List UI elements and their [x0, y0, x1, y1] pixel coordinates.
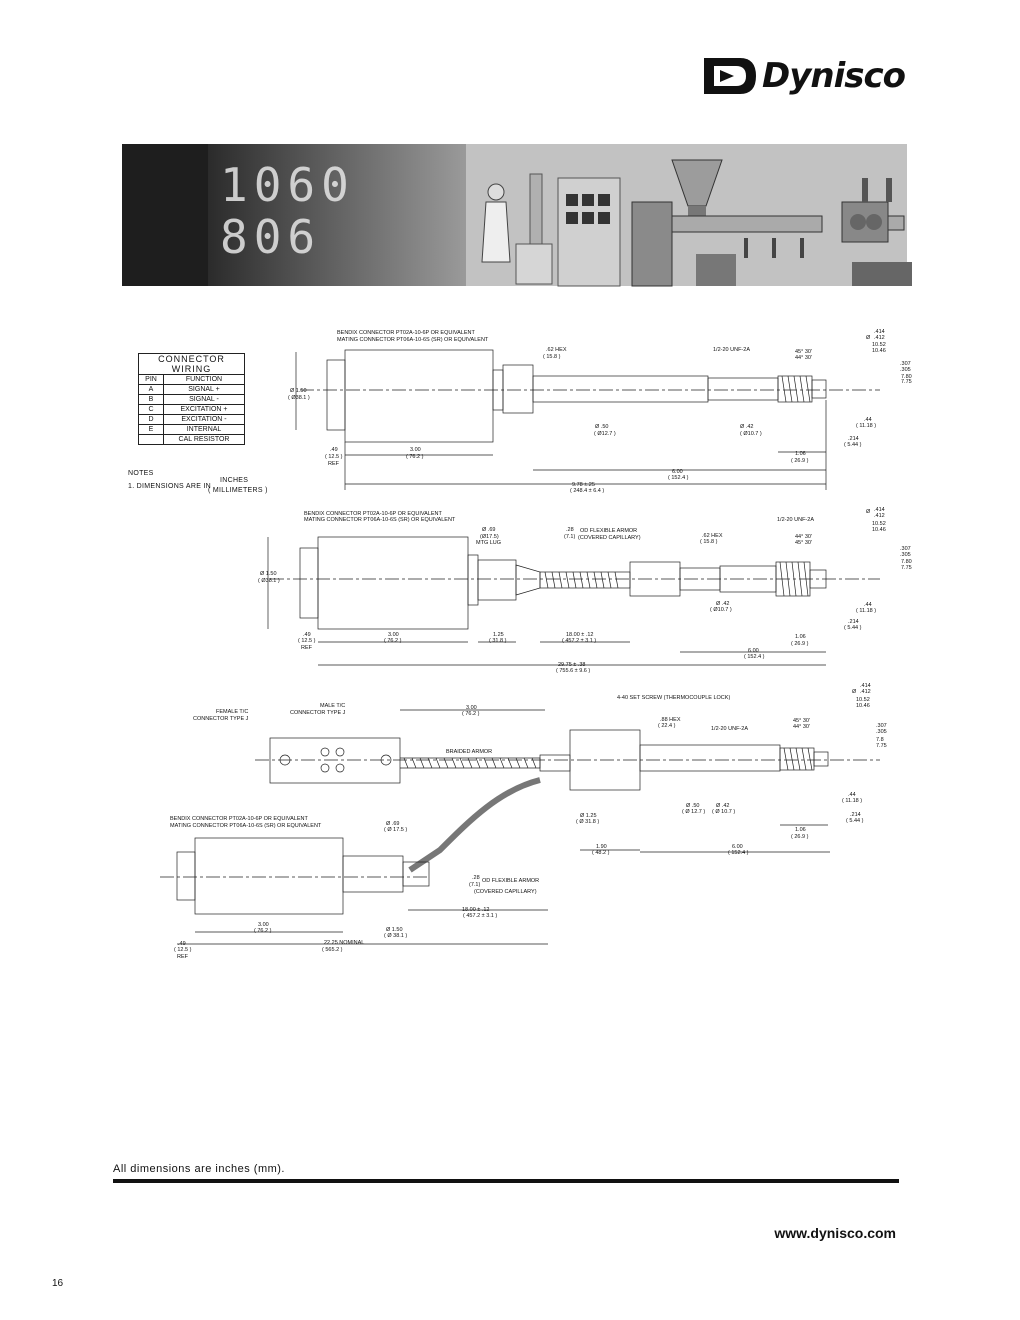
function-cell: INTERNAL: [164, 425, 245, 435]
label-tip-dia-1: Ø: [866, 335, 871, 341]
label-thread-1: 1/2-20 UNF-2A: [713, 347, 750, 353]
label-hex88-mm: ( 22.4 ): [658, 723, 676, 729]
label-len190-mm-3: ( 48.2 ): [592, 850, 610, 856]
label-dia-body-mm-1: ( Ø38.1 ): [288, 395, 310, 401]
label-len1800-2: 18.00 ± .12: [566, 632, 594, 638]
pin-cell: A: [139, 385, 164, 395]
label-d106-mm-3: ( 26.9 ): [791, 834, 809, 840]
label-tip1046-3: 10.46: [856, 703, 870, 709]
label-d214-3: .214: [850, 812, 861, 818]
label-d106-mm-1: ( 26.9 ): [791, 458, 809, 464]
label-connector-3: BENDIX CONNECTOR PT02A-10-6P OR EQUIVALENT: [170, 816, 308, 822]
label-ref49-mm-3: ( 12.5 ): [174, 947, 192, 953]
label-len300-mm-2: ( 76.2 ): [384, 638, 402, 644]
dimensions-note: All dimensions are inches (mm).: [113, 1163, 285, 1175]
pin-cell: C: [139, 405, 164, 415]
label-d214-mm-1: ( 5.44 ): [844, 442, 862, 448]
label-d106-mm-2: ( 26.9 ): [791, 641, 809, 647]
label-ref-3: REF: [177, 954, 188, 960]
label-tip412-1: .412: [874, 335, 885, 341]
label-tip414-1: .414: [874, 329, 885, 335]
function-cell: EXCITATION +: [164, 405, 245, 415]
pin-cell: D: [139, 415, 164, 425]
label-angle2-1: 44° 30': [795, 355, 813, 361]
label-len300-2: 3.00: [388, 632, 399, 638]
label-d214-1: .214: [848, 436, 859, 442]
label-len1800-3: 18.00 ± .12: [462, 907, 490, 913]
banner-digits-bottom: 806: [220, 210, 322, 264]
label-len300-mm-1: ( 76.2 ): [406, 454, 424, 460]
label-len600-mm-1: ( 152.4 ): [668, 475, 689, 481]
label-ref49-mm-1: ( 12.5 ): [325, 454, 343, 460]
label-len600-2: 6.00: [748, 648, 759, 654]
label-dia42-3: Ø .42: [716, 803, 730, 809]
label-d44-mm-1: ( 11.18 ): [856, 423, 877, 429]
label-len1800-mm-3: ( 457.2 ± 3.1 ): [463, 913, 498, 919]
dynisco-logo: [700, 52, 910, 104]
label-dia-42-1: Ø .42: [740, 424, 754, 430]
footer-rule: [113, 1179, 899, 1183]
label-d44-3: .44: [848, 792, 856, 798]
label-len2225-3: 22.25 NOMINAL: [324, 940, 365, 946]
label-dia69-mm-3: ( Ø 17.5 ): [384, 827, 408, 833]
label-ref-1: REF: [328, 461, 339, 467]
label-dia42-mm-3: ( Ø 10.7 ): [712, 809, 736, 815]
banner-image: [122, 144, 907, 286]
label-armor28-mm-3: (7.1): [469, 882, 481, 888]
label-hex-1: .62 HEX: [546, 347, 567, 353]
label-ref49-2: .49: [303, 632, 311, 638]
label-dia69-3: Ø .69: [386, 821, 400, 827]
table-header-function: FUNCTION: [164, 375, 245, 385]
label-tip307-2: .307: [900, 546, 911, 552]
label-hex-2: .62 HEX: [702, 533, 723, 539]
brand-name: Dynisco: [762, 56, 905, 96]
label-tip412-2: .412: [874, 513, 885, 519]
label-tip775-2: 7.75: [901, 565, 912, 571]
label-tip1052-3: 10.52: [856, 697, 870, 703]
label-connector-1: BENDIX CONNECTOR PT02A-10-6P OR EQUIVALENT: [337, 330, 475, 336]
label-male-tc-type: CONNECTOR TYPE J: [290, 710, 346, 716]
technical-drawings: [110, 320, 910, 970]
label-male-tc: MALE T/C: [320, 703, 346, 709]
label-dia-50-1: Ø .50: [595, 424, 609, 430]
label-armor28-2: .28: [566, 527, 574, 533]
label-tip414-3: .414: [860, 683, 871, 689]
label-tip780-1: 7.80: [901, 374, 912, 380]
label-d106-2: 1.06: [795, 634, 806, 640]
label-tip780-2: 7.80: [901, 559, 912, 565]
label-armor-2: OD FLEXIBLE ARMOR: [580, 528, 638, 534]
label-len600-mm-3: ( 152.4 ): [728, 850, 749, 856]
label-d44-2: .44: [864, 602, 872, 608]
label-braided-armor: BRAIDED ARMOR: [446, 749, 493, 755]
label-mtg-lug-2: MTG LUG: [476, 540, 502, 546]
label-hex-mm-2: ( 15.8 ): [700, 539, 718, 545]
label-len600-1: 6.00: [672, 469, 683, 475]
notes-unit-mm: ( MILLIMETERS ): [208, 487, 268, 494]
label-tip780-3: 7.8: [876, 737, 884, 743]
notes-unit-inches: INCHES: [220, 477, 249, 484]
label-tip775-1: 7.75: [901, 379, 912, 385]
label-capillary-2: (COVERED CAPILLARY): [578, 535, 641, 541]
pin-cell: E: [139, 425, 164, 435]
label-angle1-2: 45° 30': [795, 540, 813, 546]
label-d44-mm-2: ( 11.18 ): [856, 608, 877, 614]
label-len1800-mm-2: ( 457.2 ± 3.1 ): [562, 638, 597, 644]
label-mating-1: MATING CONNECTOR PT06A-10-6S (SR) OR EQUIVALENT: [337, 337, 489, 343]
label-dia50-mm-3: ( Ø 12.7 ): [682, 809, 706, 815]
extrusion-line-illustration: [466, 144, 907, 286]
label-tip305-2: .305: [900, 552, 911, 558]
label-tip-dia-3: Ø: [852, 689, 857, 695]
label-setscrew: 4-40 SET SCREW (THERMOCOUPLE LOCK): [617, 695, 731, 701]
label-len978-mm-1: ( 248.4 ± 6.4 ): [570, 488, 605, 494]
label-dia-42-mm-1: ( Ø10.7 ): [740, 431, 762, 437]
pin-cell: B: [139, 395, 164, 405]
label-len300b-3: 3.00: [258, 922, 269, 928]
label-tip305-3: .305: [876, 729, 887, 735]
label-tip775-3: 7.75: [876, 743, 887, 749]
label-tip307-1: .307: [900, 361, 911, 367]
label-tip-dia-2: Ø: [866, 509, 871, 515]
label-d44-mm-3: ( 11.18 ): [842, 798, 863, 804]
label-ref-2: REF: [301, 645, 312, 651]
label-thread-2: 1/2-20 UNF-2A: [777, 517, 814, 523]
label-armor-3: OD FLEXIBLE ARMOR: [482, 878, 540, 884]
function-cell: CAL RESISTOR: [164, 435, 245, 445]
label-dia125-mm-3: ( Ø 31.8 ): [576, 819, 600, 825]
label-d214-mm-3: ( 5.44 ): [846, 818, 864, 824]
website-url: www.dynisco.com: [774, 1225, 896, 1241]
label-angle2-3: 44° 30': [793, 724, 811, 730]
label-angle1-3: 45° 30': [793, 718, 811, 724]
label-ref49-1: .49: [330, 447, 338, 453]
label-tip305-1: .305: [900, 367, 911, 373]
label-hex88: .88 HEX: [660, 717, 681, 723]
label-connector-2: BENDIX CONNECTOR PT02A-10-6P OR EQUIVALENT: [304, 511, 442, 517]
label-tip414-2: .414: [874, 507, 885, 513]
label-d214-mm-2: ( 5.44 ): [844, 625, 862, 631]
label-angle1-1: 45° 30': [795, 349, 813, 355]
label-tip412-3: .412: [860, 689, 871, 695]
label-len2975-mm-2: ( 755.6 ± 9.6 ): [556, 668, 591, 674]
label-len300-3: 3.00: [466, 705, 477, 711]
page-number: 16: [52, 1278, 64, 1289]
label-capillary-3: (COVERED CAPILLARY): [474, 889, 537, 895]
label-d214-2: .214: [848, 619, 859, 625]
function-cell: SIGNAL +: [164, 385, 245, 395]
label-len190-3: 1.90: [596, 844, 607, 850]
label-tip1046-2: 10.46: [872, 527, 886, 533]
label-dia50-3: Ø .50: [686, 803, 700, 809]
label-len600-3: 6.00: [732, 844, 743, 850]
label-armor28-mm-2: (7.1): [564, 534, 576, 540]
label-tip1052-2: 10.52: [872, 521, 886, 527]
label-dia125-3: Ø 1.25: [580, 813, 597, 819]
label-dia150-mm-3: ( Ø 38.1 ): [384, 933, 408, 939]
notes-line: 1. DIMENSIONS ARE IN: [128, 483, 212, 490]
label-dia69-2: Ø .69: [482, 527, 496, 533]
table-header-pin: PIN: [139, 375, 164, 385]
label-dia150-3: Ø 1.50: [386, 927, 403, 933]
label-len125-2: 1.25: [493, 632, 504, 638]
label-d106-3: 1.06: [795, 827, 806, 833]
label-tip307-3: .307: [876, 723, 887, 729]
dynisco-d-logo-icon: [700, 52, 758, 100]
label-dia-42-mm-2: ( Ø10.7 ): [710, 607, 732, 613]
connector-wiring-title: CONNECTOR WIRING: [139, 354, 245, 375]
function-cell: EXCITATION -: [164, 415, 245, 425]
banner-digits-top: 1060: [220, 158, 355, 212]
label-dia-42-2: Ø .42: [716, 601, 730, 607]
label-dia-50-mm-1: ( Ø12.7 ): [594, 431, 616, 437]
label-ref49-3: .49: [178, 941, 186, 947]
label-female-tc-type: CONNECTOR TYPE J: [193, 716, 249, 722]
label-len300-mm-3: ( 76.2 ): [462, 711, 480, 717]
label-dia69-mm-2: (Ø17.5): [480, 534, 499, 540]
label-len2975-2: 29.75 ± .38: [558, 662, 586, 668]
label-ref49-mm-2: ( 12.5 ): [298, 638, 316, 644]
label-len300-1: 3.00: [410, 447, 421, 453]
label-dia-body-2: Ø 1.50: [260, 571, 277, 577]
label-armor28-3: .28: [472, 875, 480, 881]
label-len300b-mm-3: ( 76.2 ): [254, 928, 272, 934]
label-tip1046-1: 10.46: [872, 348, 886, 354]
label-mating-3: MATING CONNECTOR PT06A-10-6S (SR) OR EQUIVALENT: [170, 823, 322, 829]
notes-title: NOTES: [128, 470, 154, 477]
label-female-tc: FEMALE T/C: [216, 709, 249, 715]
label-mating-2: MATING CONNECTOR PT06A-10-6S (SR) OR EQUIVALENT: [304, 517, 456, 523]
label-len978-1: 9.78 ±.25: [572, 482, 595, 488]
label-hex-mm-1: ( 15.8 ): [543, 354, 561, 360]
label-d106-1: 1.06: [795, 451, 806, 457]
label-thread-3: 1/2-20 UNF-2A: [711, 726, 748, 732]
label-len125-mm-2: ( 31.8 ): [489, 638, 507, 644]
label-angle2-2: 44° 30': [795, 534, 813, 540]
label-tip1052-1: 10.52: [872, 342, 886, 348]
label-len600-mm-2: ( 152.4 ): [744, 654, 765, 660]
function-cell: SIGNAL -: [164, 395, 245, 405]
label-dia-body-mm-2: ( Ø38.1 ): [258, 578, 280, 584]
label-d44-1: .44: [864, 417, 872, 423]
label-len2225-mm-3: ( 565.2 ): [322, 947, 343, 953]
label-dia-body-1: Ø 1.50: [290, 388, 307, 394]
